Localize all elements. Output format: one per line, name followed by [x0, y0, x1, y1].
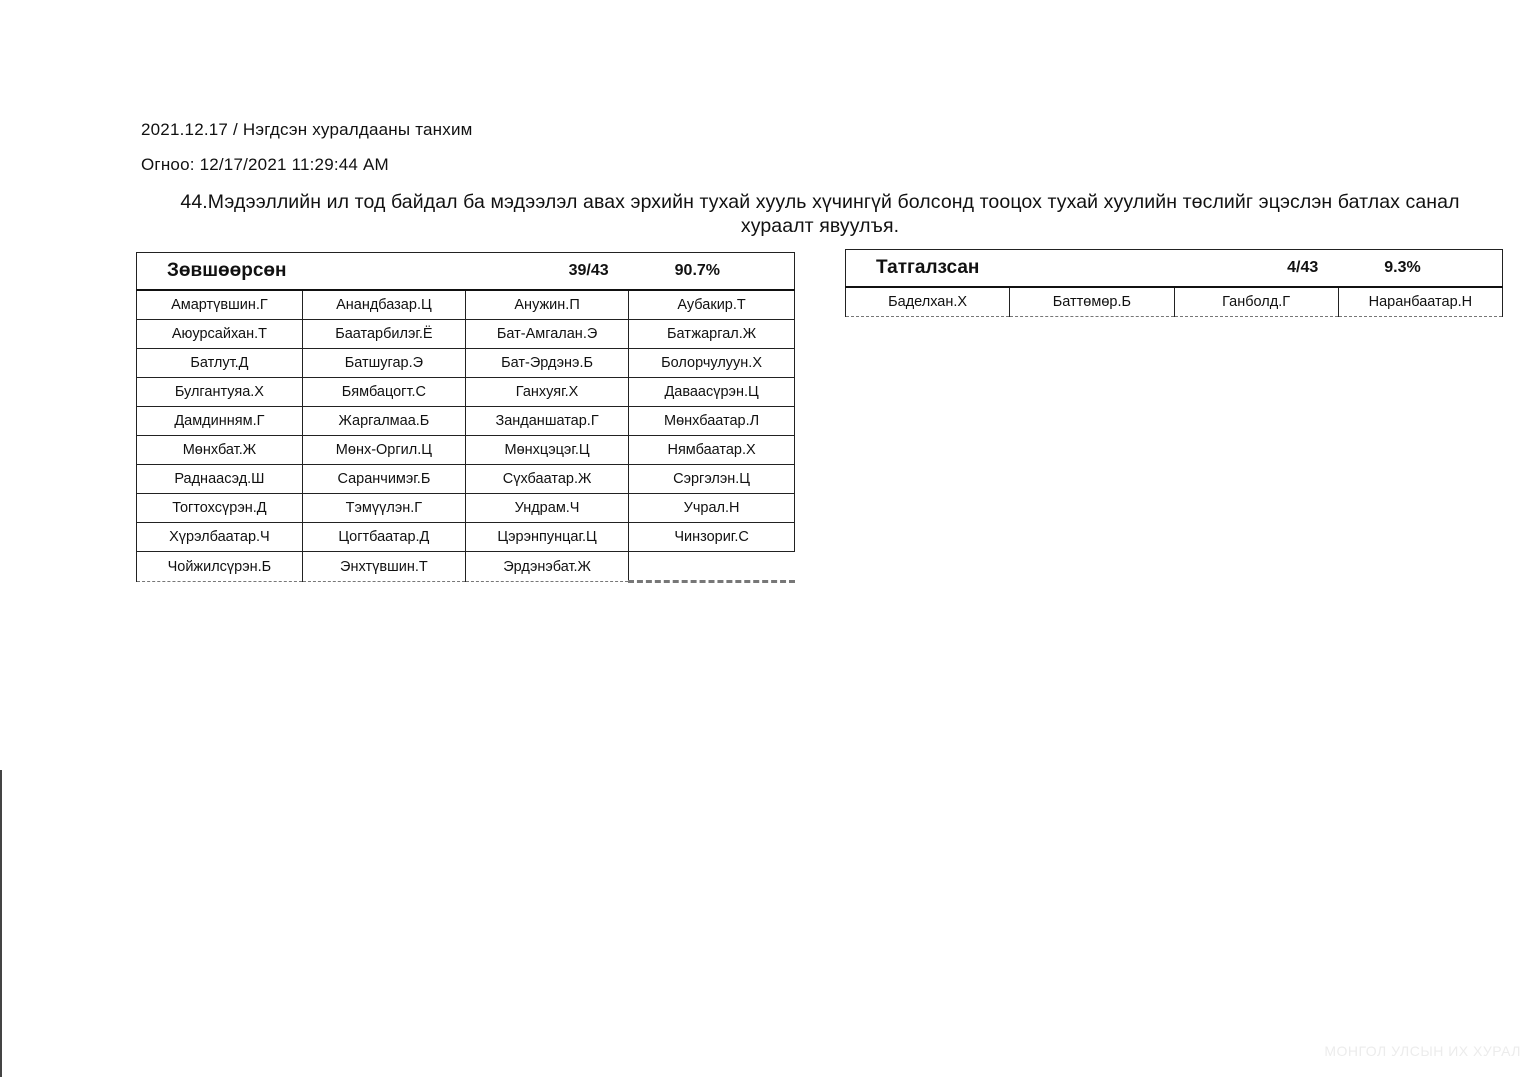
table-row: [137, 494, 795, 523]
table-row: [137, 436, 795, 465]
table-row: [137, 378, 795, 407]
approved-table: [136, 252, 795, 583]
member-name-cell: Батжаргал.Ж: [629, 320, 795, 349]
table-row: [137, 290, 795, 320]
member-name-cell: Саранчимэг.Б: [302, 465, 465, 494]
member-name-cell: Бат-Эрдэнэ.Б: [465, 349, 628, 378]
member-name-cell: Эрдэнэбат.Ж: [465, 552, 628, 582]
member-name-cell: Учрал.Н: [629, 494, 795, 523]
member-name-cell: Ундрам.Ч: [465, 494, 628, 523]
member-name-cell: Мөнхбаатар.Л: [629, 407, 795, 436]
session-line: 2021.12.17 / Нэгдсэн хуралдааны танхим: [141, 120, 473, 139]
member-name-cell: Батлут.Д: [137, 349, 303, 378]
approved-ratio: 39/43: [465, 253, 628, 291]
member-name-cell: Анандбазар.Ц: [302, 290, 465, 320]
member-name-cell: Наранбаатар.Н: [1338, 287, 1502, 317]
member-name-cell: Анужин.П: [465, 290, 628, 320]
member-name-cell: Мөнхбат.Ж: [137, 436, 303, 465]
member-name-cell: Раднаасэд.Ш: [137, 465, 303, 494]
rejected-ratio: 4/43: [1174, 250, 1338, 288]
member-name-cell: Занданшатар.Г: [465, 407, 628, 436]
approved-title: Зөвшөөрсөн: [137, 253, 466, 291]
rejected-header-row: [846, 250, 1503, 288]
member-name-cell: Баделхан.Х: [846, 287, 1010, 317]
approved-percent: 90.7%: [629, 253, 795, 291]
member-name-cell: Аюурсайхан.Т: [137, 320, 303, 349]
member-name-cell: Ганхуяг.Х: [465, 378, 628, 407]
member-name-cell: Болорчулуун.Х: [629, 349, 795, 378]
table-row: [137, 320, 795, 349]
scan-edge-mark: [0, 770, 2, 1077]
member-name-cell: Даваасүрэн.Ц: [629, 378, 795, 407]
member-name-cell: Хүрэлбаатар.Ч: [137, 523, 303, 552]
table-row: [137, 407, 795, 436]
member-name-cell: Мөнх-Оргил.Ц: [302, 436, 465, 465]
rejected-title: Татгалзсан: [846, 250, 1175, 288]
table-row: [137, 552, 795, 582]
member-name-cell: Аубакир.Т: [629, 290, 795, 320]
member-name-cell: Дамдинням.Г: [137, 407, 303, 436]
table-row: [846, 287, 1503, 317]
member-name-cell: Баттөмөр.Б: [1010, 287, 1174, 317]
member-name-cell: Ганболд.Г: [1174, 287, 1338, 317]
agenda-title: 44.Мэдээллийн ил тод байдал ба мэдээлэл авах эрхийн тухай хууль хүчингүй болсонд тооцох тухай хуулийн төслийг эцэслэн батлах санал хураалт явуулъя.: [180, 191, 1460, 237]
member-name-cell: Чойжилсүрэн.Б: [137, 552, 303, 582]
member-name-cell: Цэрэнпунцаг.Ц: [465, 523, 628, 552]
member-name-cell: Батшугар.Э: [302, 349, 465, 378]
watermark: МОНГОЛ УЛСЫН ИХ ХУРАЛ: [1324, 1043, 1521, 1059]
member-name-cell: Амартүвшин.Г: [137, 290, 303, 320]
member-name-cell: [629, 552, 795, 582]
member-name-cell: Сэргэлэн.Ц: [629, 465, 795, 494]
approved-header-row: [137, 253, 795, 291]
member-name-cell: Баатарбилэг.Ё: [302, 320, 465, 349]
member-name-cell: Бямбацогт.С: [302, 378, 465, 407]
member-name-cell: Мөнхцэцэг.Ц: [465, 436, 628, 465]
table-row: [137, 523, 795, 552]
member-name-cell: Булгантуяа.Х: [137, 378, 303, 407]
member-name-cell: Чинзориг.С: [629, 523, 795, 552]
rejected-percent: 9.3%: [1338, 250, 1502, 288]
table-row: [137, 349, 795, 378]
table-row: [137, 465, 795, 494]
member-name-cell: Цогтбаатар.Д: [302, 523, 465, 552]
member-name-cell: Бат-Амгалан.Э: [465, 320, 628, 349]
date-line: Огноо: 12/17/2021 11:29:44 AM: [141, 155, 389, 174]
member-name-cell: Нямбаатар.Х: [629, 436, 795, 465]
member-name-cell: Тэмүүлэн.Г: [302, 494, 465, 523]
rejected-table: [845, 249, 1503, 317]
member-name-cell: Жаргалмаа.Б: [302, 407, 465, 436]
member-name-cell: Тогтохсүрэн.Д: [137, 494, 303, 523]
member-name-cell: Сүхбаатар.Ж: [465, 465, 628, 494]
member-name-cell: Энхтүвшин.Т: [302, 552, 465, 582]
